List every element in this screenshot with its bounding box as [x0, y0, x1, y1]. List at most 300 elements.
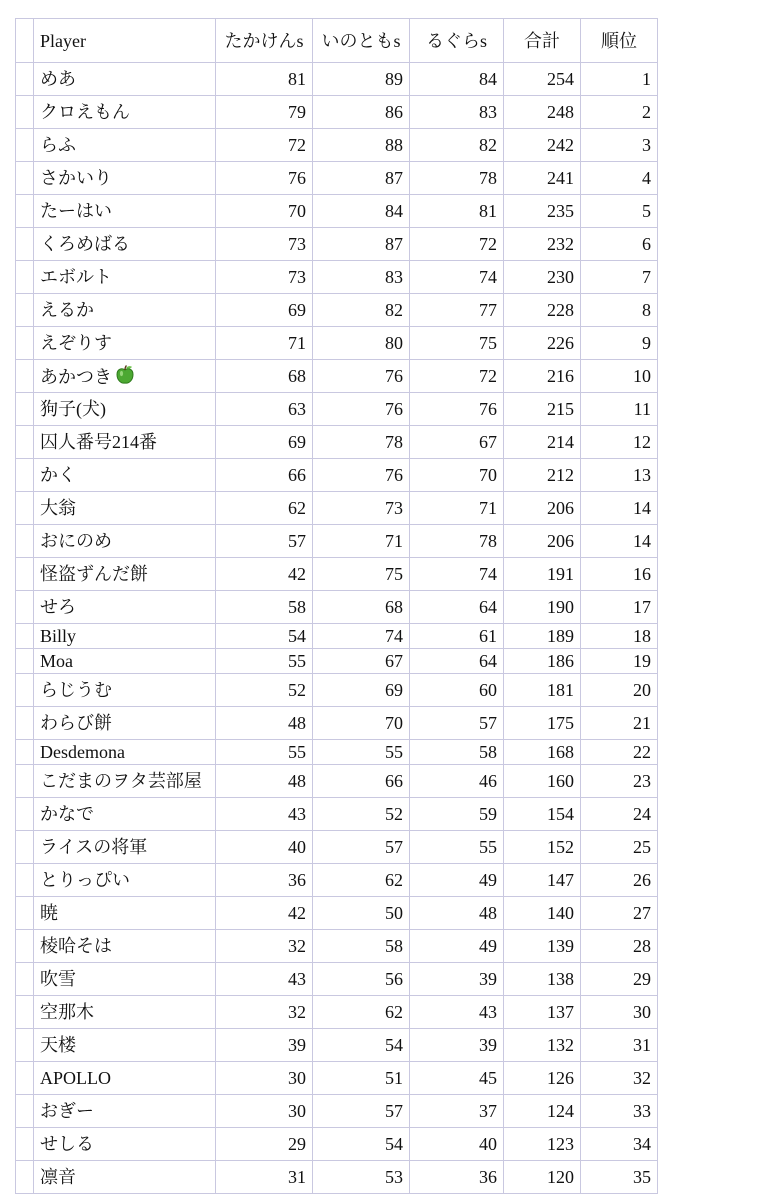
header-inotomo: いのともs [313, 19, 410, 63]
score-rugura: 43 [410, 996, 504, 1029]
score-inotomo: 55 [313, 740, 410, 765]
score-takeken: 43 [216, 798, 313, 831]
table-row [16, 765, 658, 798]
score-inotomo: 71 [313, 525, 410, 558]
rank: 33 [581, 1095, 658, 1128]
score-inotomo: 86 [313, 96, 410, 129]
table-row [16, 459, 658, 492]
player-name [34, 1128, 216, 1161]
rank: 27 [581, 897, 658, 930]
score-inotomo: 57 [313, 1095, 410, 1128]
score-inotomo: 53 [313, 1161, 410, 1194]
score-inotomo: 84 [313, 195, 410, 228]
total-score: 120 [504, 1161, 581, 1194]
player-name-text: えるか [40, 300, 94, 320]
rank: 24 [581, 798, 658, 831]
player-name [34, 195, 216, 228]
rank: 9 [581, 327, 658, 360]
player-name [34, 294, 216, 327]
player-name-text: 狗子(犬) [40, 399, 106, 419]
table-row [16, 649, 658, 674]
total-score: 206 [504, 525, 581, 558]
player-name [34, 624, 216, 649]
score-inotomo: 76 [313, 360, 410, 393]
table-row [16, 930, 658, 963]
total-score: 175 [504, 707, 581, 740]
row-gutter [16, 996, 34, 1029]
score-takeken: 68 [216, 360, 313, 393]
score-takeken: 31 [216, 1161, 313, 1194]
player-name-text: おにのめ [40, 531, 112, 551]
player-name [34, 591, 216, 624]
rank: 20 [581, 674, 658, 707]
player-name [34, 1161, 216, 1194]
player-name [34, 864, 216, 897]
player-name-text: かなで [40, 804, 94, 824]
player-name-text: 棱哈そは [40, 936, 112, 956]
score-inotomo: 54 [313, 1128, 410, 1161]
score-rugura: 64 [410, 649, 504, 674]
total-score: 138 [504, 963, 581, 996]
total-score: 137 [504, 996, 581, 1029]
player-name [34, 798, 216, 831]
rank: 8 [581, 294, 658, 327]
table-row [16, 798, 658, 831]
score-inotomo: 62 [313, 996, 410, 1029]
score-rugura: 59 [410, 798, 504, 831]
rank: 14 [581, 492, 658, 525]
header-row [16, 19, 658, 63]
player-name-text: めあ [40, 69, 76, 89]
row-gutter [16, 798, 34, 831]
total-score: 232 [504, 228, 581, 261]
player-name [34, 707, 216, 740]
player-name [34, 129, 216, 162]
table-row [16, 426, 658, 459]
score-rugura: 78 [410, 525, 504, 558]
table-row [16, 63, 658, 96]
score-rugura: 39 [410, 963, 504, 996]
score-takeken: 29 [216, 1128, 313, 1161]
table-row [16, 492, 658, 525]
total-score: 248 [504, 96, 581, 129]
table-row [16, 1062, 658, 1095]
score-inotomo: 78 [313, 426, 410, 459]
score-takeken: 42 [216, 558, 313, 591]
score-rugura: 49 [410, 930, 504, 963]
score-takeken: 58 [216, 591, 313, 624]
total-score: 216 [504, 360, 581, 393]
score-rugura: 70 [410, 459, 504, 492]
row-gutter [16, 963, 34, 996]
score-takeken: 69 [216, 294, 313, 327]
rank: 10 [581, 360, 658, 393]
total-score: 147 [504, 864, 581, 897]
total-score: 242 [504, 129, 581, 162]
score-takeken: 72 [216, 129, 313, 162]
total-score: 124 [504, 1095, 581, 1128]
score-inotomo: 87 [313, 228, 410, 261]
table-row [16, 1128, 658, 1161]
player-name-text: Billy [40, 626, 77, 646]
row-gutter [16, 624, 34, 649]
score-rugura: 58 [410, 740, 504, 765]
table-row [16, 707, 658, 740]
score-table [15, 18, 658, 1194]
score-takeken: 63 [216, 393, 313, 426]
row-gutter [16, 96, 34, 129]
score-inotomo: 69 [313, 674, 410, 707]
table-row [16, 740, 658, 765]
header-rank: 順位 [581, 19, 658, 63]
player-name-text: エボルト [40, 267, 112, 287]
rank: 19 [581, 649, 658, 674]
table-row [16, 624, 658, 649]
total-score: 189 [504, 624, 581, 649]
player-name [34, 1095, 216, 1128]
table-row [16, 1029, 658, 1062]
score-takeken: 76 [216, 162, 313, 195]
total-score: 123 [504, 1128, 581, 1161]
total-score: 190 [504, 591, 581, 624]
score-rugura: 81 [410, 195, 504, 228]
row-gutter [16, 360, 34, 393]
row-gutter [16, 327, 34, 360]
score-inotomo: 67 [313, 649, 410, 674]
player-name-text: かく [40, 465, 76, 485]
table-row [16, 558, 658, 591]
total-score: 191 [504, 558, 581, 591]
player-name [34, 492, 216, 525]
rank: 35 [581, 1161, 658, 1194]
score-inotomo: 50 [313, 897, 410, 930]
score-rugura: 36 [410, 1161, 504, 1194]
total-score: 212 [504, 459, 581, 492]
score-inotomo: 54 [313, 1029, 410, 1062]
table-row [16, 996, 658, 1029]
row-gutter [16, 19, 34, 63]
rank: 22 [581, 740, 658, 765]
score-inotomo: 62 [313, 864, 410, 897]
score-takeken: 81 [216, 63, 313, 96]
score-inotomo: 66 [313, 765, 410, 798]
player-name [34, 1062, 216, 1095]
table-row [16, 228, 658, 261]
row-gutter [16, 228, 34, 261]
header-player: Player [34, 19, 216, 63]
total-score: 152 [504, 831, 581, 864]
table-row [16, 674, 658, 707]
player-name-text: らふ [40, 135, 76, 155]
row-gutter [16, 674, 34, 707]
player-name [34, 63, 216, 96]
score-rugura: 74 [410, 261, 504, 294]
table-row [16, 327, 658, 360]
total-score: 241 [504, 162, 581, 195]
player-name [34, 228, 216, 261]
score-takeken: 30 [216, 1062, 313, 1095]
rank: 23 [581, 765, 658, 798]
row-gutter [16, 1029, 34, 1062]
score-inotomo: 83 [313, 261, 410, 294]
score-takeken: 62 [216, 492, 313, 525]
table-row [16, 393, 658, 426]
player-name-text: Moa [40, 651, 73, 671]
player-name [34, 426, 216, 459]
score-rugura: 84 [410, 63, 504, 96]
table-row [16, 261, 658, 294]
score-rugura: 46 [410, 765, 504, 798]
player-name [34, 740, 216, 765]
score-rugura: 60 [410, 674, 504, 707]
table-body [16, 19, 658, 1194]
row-gutter [16, 195, 34, 228]
player-name-text: たーはい [40, 201, 112, 221]
player-name [34, 261, 216, 294]
rank: 14 [581, 525, 658, 558]
score-takeken: 42 [216, 897, 313, 930]
row-gutter [16, 831, 34, 864]
rank: 12 [581, 426, 658, 459]
player-name-text: 天楼 [40, 1035, 76, 1055]
player-name [34, 897, 216, 930]
player-name-text: Desdemona [40, 742, 125, 762]
player-name-text: くろめばる [40, 234, 130, 254]
score-rugura: 48 [410, 897, 504, 930]
row-gutter [16, 765, 34, 798]
score-rugura: 76 [410, 393, 504, 426]
row-gutter [16, 649, 34, 674]
rank: 28 [581, 930, 658, 963]
row-gutter [16, 162, 34, 195]
rank: 2 [581, 96, 658, 129]
table-row [16, 831, 658, 864]
player-name [34, 558, 216, 591]
table-row [16, 1161, 658, 1194]
green-apple-icon [114, 364, 136, 389]
total-score: 228 [504, 294, 581, 327]
player-name-text: 空那木 [40, 1002, 94, 1022]
score-rugura: 78 [410, 162, 504, 195]
score-inotomo: 76 [313, 393, 410, 426]
player-name-text: ライスの将軍 [40, 837, 148, 857]
player-name [34, 525, 216, 558]
player-name-text: 囚人番号214番 [40, 432, 157, 452]
rank: 31 [581, 1029, 658, 1062]
rank: 7 [581, 261, 658, 294]
table-row [16, 360, 658, 393]
rank: 29 [581, 963, 658, 996]
table-row [16, 1095, 658, 1128]
player-name [34, 393, 216, 426]
rank: 18 [581, 624, 658, 649]
score-takeken: 71 [216, 327, 313, 360]
total-score: 214 [504, 426, 581, 459]
score-rugura: 75 [410, 327, 504, 360]
player-name-text: 吹雪 [40, 969, 76, 989]
score-inotomo: 74 [313, 624, 410, 649]
row-gutter [16, 459, 34, 492]
header-takeken: たかけんs [216, 19, 313, 63]
player-name-text: とりっぴい [40, 870, 130, 890]
table-row [16, 129, 658, 162]
total-score: 140 [504, 897, 581, 930]
player-name [34, 360, 216, 393]
table-row [16, 591, 658, 624]
total-score: 235 [504, 195, 581, 228]
score-inotomo: 70 [313, 707, 410, 740]
player-name-text: さかいり [40, 168, 112, 188]
player-name-text: 大翁 [40, 498, 76, 518]
score-takeken: 48 [216, 765, 313, 798]
score-rugura: 61 [410, 624, 504, 649]
score-takeken: 36 [216, 864, 313, 897]
row-gutter [16, 1062, 34, 1095]
total-score: 160 [504, 765, 581, 798]
score-takeken: 40 [216, 831, 313, 864]
total-score: 154 [504, 798, 581, 831]
score-takeken: 79 [216, 96, 313, 129]
player-name [34, 1029, 216, 1062]
score-rugura: 74 [410, 558, 504, 591]
table-row [16, 96, 658, 129]
total-score: 168 [504, 740, 581, 765]
row-gutter [16, 707, 34, 740]
player-name-text: らじうむ [40, 680, 112, 700]
row-gutter [16, 525, 34, 558]
player-name-text: おぎー [40, 1101, 94, 1121]
score-inotomo: 58 [313, 930, 410, 963]
score-takeken: 55 [216, 649, 313, 674]
score-rugura: 55 [410, 831, 504, 864]
score-takeken: 54 [216, 624, 313, 649]
score-inotomo: 51 [313, 1062, 410, 1095]
score-inotomo: 76 [313, 459, 410, 492]
rank: 13 [581, 459, 658, 492]
player-name [34, 459, 216, 492]
row-gutter [16, 864, 34, 897]
score-takeken: 73 [216, 228, 313, 261]
total-score: 126 [504, 1062, 581, 1095]
score-takeken: 70 [216, 195, 313, 228]
row-gutter [16, 426, 34, 459]
score-rugura: 64 [410, 591, 504, 624]
player-name-text: せろ [40, 597, 76, 617]
row-gutter [16, 63, 34, 96]
total-score: 132 [504, 1029, 581, 1062]
score-inotomo: 75 [313, 558, 410, 591]
total-score: 206 [504, 492, 581, 525]
row-gutter [16, 897, 34, 930]
score-rugura: 72 [410, 228, 504, 261]
player-name-text: せしる [40, 1134, 94, 1154]
score-rugura: 77 [410, 294, 504, 327]
player-name [34, 963, 216, 996]
player-name-text: わらび餅 [40, 713, 112, 733]
rank: 21 [581, 707, 658, 740]
score-takeken: 57 [216, 525, 313, 558]
rank: 30 [581, 996, 658, 1029]
row-gutter [16, 1128, 34, 1161]
score-inotomo: 73 [313, 492, 410, 525]
rank: 4 [581, 162, 658, 195]
score-takeken: 73 [216, 261, 313, 294]
rank: 32 [581, 1062, 658, 1095]
table-row [16, 525, 658, 558]
score-inotomo: 68 [313, 591, 410, 624]
rank: 25 [581, 831, 658, 864]
score-rugura: 40 [410, 1128, 504, 1161]
header-rugura: るぐらs [410, 19, 504, 63]
rank: 34 [581, 1128, 658, 1161]
row-gutter [16, 591, 34, 624]
rank: 16 [581, 558, 658, 591]
table-row [16, 294, 658, 327]
table-row [16, 963, 658, 996]
total-score: 230 [504, 261, 581, 294]
player-name [34, 930, 216, 963]
score-inotomo: 80 [313, 327, 410, 360]
table-row [16, 195, 658, 228]
score-inotomo: 57 [313, 831, 410, 864]
player-name [34, 996, 216, 1029]
player-name-text: クロえもん [40, 102, 130, 122]
score-takeken: 55 [216, 740, 313, 765]
score-rugura: 57 [410, 707, 504, 740]
score-takeken: 48 [216, 707, 313, 740]
score-rugura: 37 [410, 1095, 504, 1128]
table-row [16, 864, 658, 897]
player-name-text: APOLLO [40, 1068, 111, 1088]
score-takeken: 52 [216, 674, 313, 707]
score-takeken: 66 [216, 459, 313, 492]
rank: 6 [581, 228, 658, 261]
player-name [34, 649, 216, 674]
score-inotomo: 87 [313, 162, 410, 195]
rank: 11 [581, 393, 658, 426]
score-inotomo: 82 [313, 294, 410, 327]
score-rugura: 71 [410, 492, 504, 525]
row-gutter [16, 930, 34, 963]
total-score: 254 [504, 63, 581, 96]
score-rugura: 83 [410, 96, 504, 129]
player-name-text: 凛音 [40, 1167, 76, 1187]
table-row [16, 162, 658, 195]
player-name [34, 765, 216, 798]
score-takeken: 30 [216, 1095, 313, 1128]
score-rugura: 39 [410, 1029, 504, 1062]
score-takeken: 32 [216, 930, 313, 963]
row-gutter [16, 740, 34, 765]
score-inotomo: 52 [313, 798, 410, 831]
header-total: 合計 [504, 19, 581, 63]
player-name [34, 162, 216, 195]
player-name-text: えぞりす [40, 333, 112, 353]
score-rugura: 82 [410, 129, 504, 162]
rank: 17 [581, 591, 658, 624]
score-rugura: 67 [410, 426, 504, 459]
score-inotomo: 88 [313, 129, 410, 162]
row-gutter [16, 261, 34, 294]
player-name-text: 暁 [40, 903, 58, 923]
rank: 26 [581, 864, 658, 897]
player-name-text: 怪盗ずんだ餅 [40, 564, 148, 584]
row-gutter [16, 129, 34, 162]
score-rugura: 72 [410, 360, 504, 393]
player-name [34, 96, 216, 129]
row-gutter [16, 294, 34, 327]
rank: 5 [581, 195, 658, 228]
